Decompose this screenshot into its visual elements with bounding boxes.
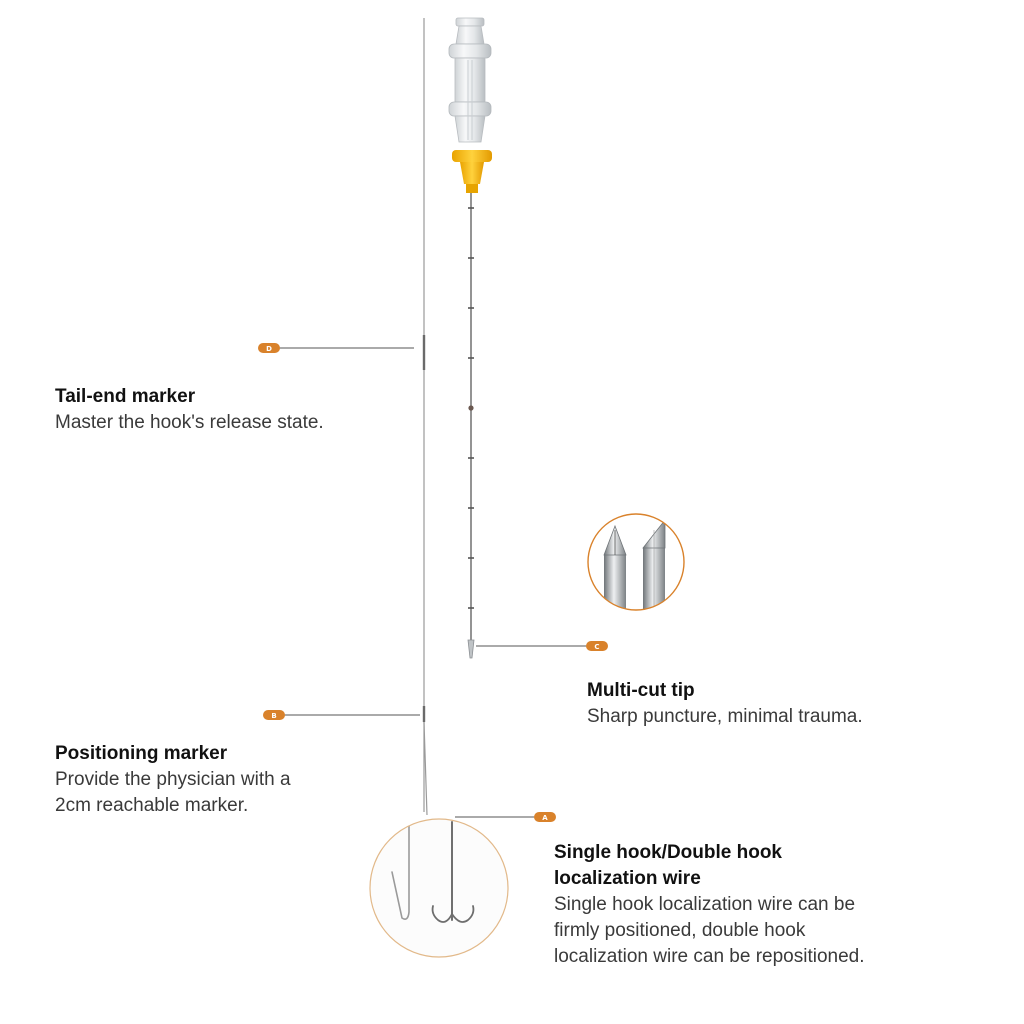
needle-hub (449, 18, 491, 142)
badge-b (263, 710, 285, 720)
callout-desc-line: 2cm reachable marker. (55, 795, 249, 816)
callout-desc: Master the hook's release state. (55, 412, 324, 433)
callout-hook-wire (554, 840, 865, 970)
needle-tip (468, 640, 474, 658)
svg-text:A: A (542, 814, 548, 822)
callout-desc-line: localization wire can be repositioned. (554, 946, 865, 967)
svg-text:D: D (266, 345, 272, 353)
callout-title: Tail-end marker (55, 386, 196, 407)
svg-text:C: C (594, 643, 600, 651)
callout-desc: Sharp puncture, minimal trauma. (587, 706, 863, 727)
callout-desc-line: firmly positioned, double hook (554, 920, 806, 941)
hook-wire-inset (370, 819, 508, 957)
badge-a (534, 812, 556, 822)
multi-cut-tip-inset (588, 514, 684, 615)
callout-desc-line: Single hook localization wire can be (554, 894, 856, 915)
svg-text:B: B (271, 712, 277, 720)
callout-title-line: Single hook/Double hook (554, 842, 782, 863)
callout-positioning (55, 741, 291, 819)
yellow-hub-collar (452, 150, 492, 193)
depth-dot (468, 405, 473, 410)
badge-c (586, 641, 608, 651)
callout-multi-cut-tip (587, 678, 863, 730)
callout-title: Positioning marker (55, 743, 228, 764)
badge-d (258, 343, 280, 353)
callout-tail-end (55, 384, 324, 436)
callout-desc-line: Provide the physician with a (55, 769, 291, 790)
callout-title-line: localization wire (554, 868, 701, 889)
callout-title: Multi-cut tip (587, 680, 695, 701)
